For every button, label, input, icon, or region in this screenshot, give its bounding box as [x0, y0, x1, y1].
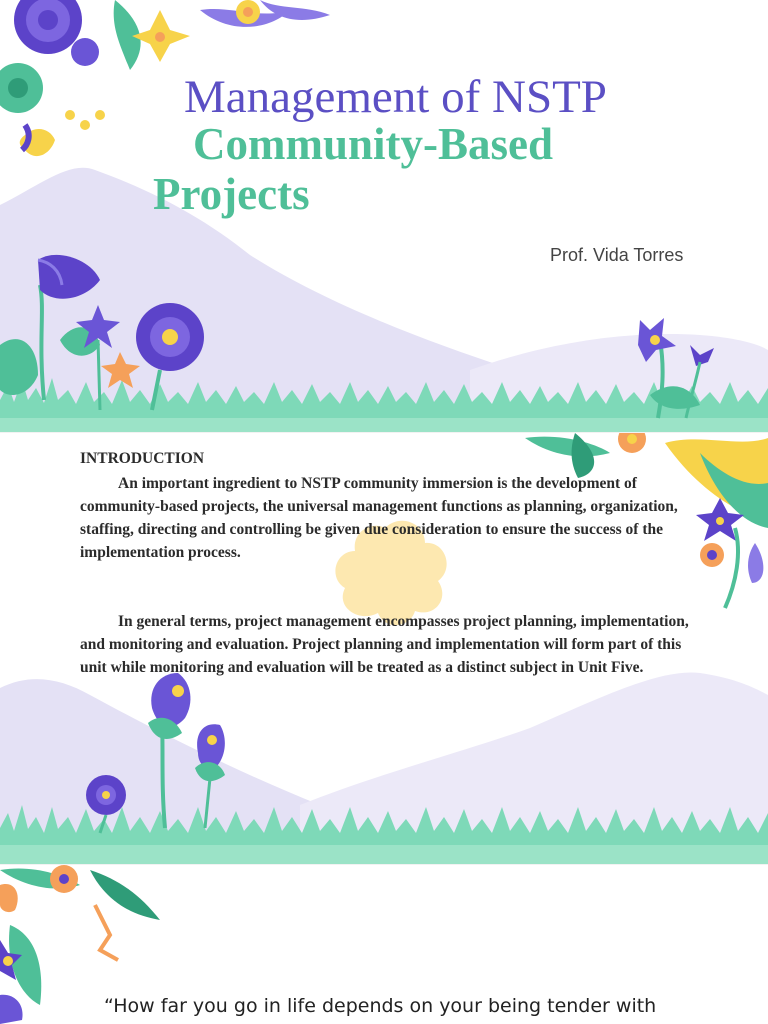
introduction-slide — [0, 433, 768, 865]
title-slide — [0, 0, 768, 433]
floral-landscape-illustration — [0, 0, 768, 433]
quote-text: “How far you go in life depends on your being tender with — [104, 995, 657, 1017]
slide-title-line-2: Community-Based — [193, 119, 554, 169]
slide-title-line-3: Projects — [153, 169, 310, 219]
intro-paragraph-2: In general terms, project management encompasses project planning, implementation, and monitoring and evaluation. Project planning and implementation will form part of this unit while monitoring and evaluation will be treated as a distinct subject in Unit Five. — [80, 613, 689, 676]
slide-title-line-1: Management of NSTP — [184, 71, 607, 123]
quote-slide — [0, 865, 768, 1024]
intro-paragraph-1: An important ingredient to NSTP community immersion is the development of community-based projects, the universal management functions as planning, organization, staffing, directing and controlling be given due consideration to ensure the success of the implementation process. — [80, 475, 678, 561]
section-heading: INTRODUCTION — [80, 450, 205, 467]
author-name: Prof. Vida Torres — [550, 245, 684, 265]
